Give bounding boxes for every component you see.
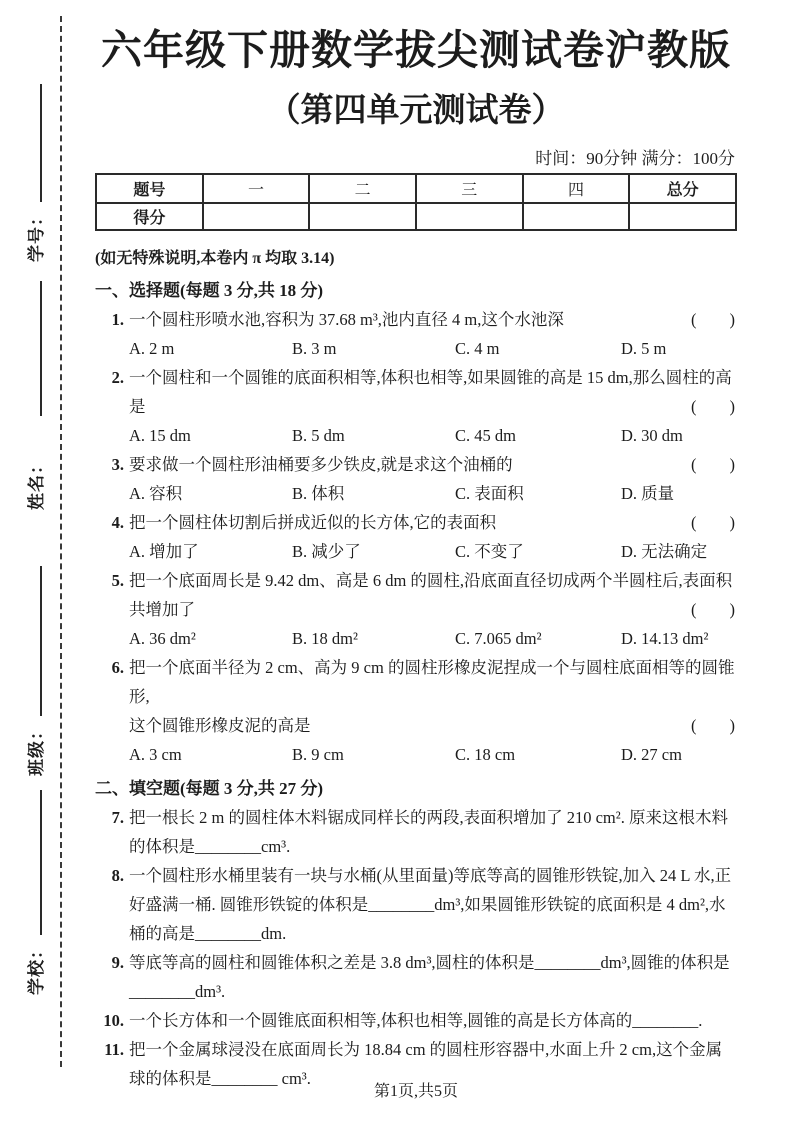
option-b: B. 18 dm² <box>292 629 358 648</box>
score-row-label: 得分 <box>96 203 203 230</box>
question-6 <box>95 653 737 769</box>
question-number: 8. <box>111 866 124 885</box>
question-stem: 是 <box>129 397 146 416</box>
class-field <box>22 566 47 776</box>
question-text: 把一个金属球浸没在底面周长为 18.84 cm 的圆柱形容器中,水面上升 2 cm,这个金属 <box>129 1040 723 1059</box>
option-d: D. 5 m <box>621 339 667 358</box>
answer-bracket: ( ) <box>691 513 735 532</box>
score-table-header-cell: 一 <box>203 174 310 203</box>
question-stem: 共增加了 <box>129 600 195 619</box>
question-stem: 这个圆锥形橡皮泥的高是 <box>129 716 311 735</box>
question-number: 1. <box>111 310 124 329</box>
option-a: A. 增加了 <box>129 542 199 561</box>
pi-note: (如无特殊说明,本卷内 π 均取 3.14) <box>95 250 335 267</box>
options-row <box>129 334 737 363</box>
school-field <box>22 790 47 995</box>
answer-bracket: ( ) <box>691 600 735 619</box>
question-number: 5. <box>111 571 124 590</box>
options-row <box>129 537 737 566</box>
question-text: 桶的高是________dm. <box>129 924 287 943</box>
question-stem: 把一个底面周长是 9.42 dm、高是 6 dm 的圆柱,沿底面直径切成两个半圆柱后,表面积 <box>129 571 733 590</box>
option-b: B. 5 dm <box>292 426 345 445</box>
question-stem: 一个圆柱形喷水池,容积为 37.68 m³,池内直径 4 m,这个水池深 <box>129 310 564 329</box>
option-c: C. 45 dm <box>455 426 516 445</box>
question-text: 好盛满一桶. 圆锥形铁锭的体积是________dm³,如果圆锥形铁锭的底面积是 4 dm²,水 <box>129 895 726 914</box>
question-text: 一个圆柱形水桶里装有一块与水桶(从里面量)等底等高的圆锥形铁锭,加入 24 L 水,正 <box>129 866 732 885</box>
option-b: B. 体积 <box>292 484 345 503</box>
answer-bracket: ( ) <box>691 397 735 416</box>
option-a: A. 36 dm² <box>129 629 196 648</box>
section-1-heading: 一、选择题(每题 3 分,共 18 分) <box>95 281 324 300</box>
school-label: 学校： <box>27 941 46 995</box>
question-text: 一个长方体和一个圆锥底面积相等,体积也相等,圆锥的高是长方体高的________. <box>129 1011 703 1030</box>
option-d: D. 30 dm <box>621 426 683 445</box>
options-row <box>129 421 737 450</box>
question-2 <box>95 363 737 450</box>
score-table-header-cell: 四 <box>523 174 630 203</box>
option-c: C. 18 cm <box>455 745 516 764</box>
question-text: 把一根长 2 m 的圆柱体木料锯成同样长的两段,表面积增加了 210 cm². 原来这根木料 <box>129 808 728 827</box>
score-cell <box>523 203 630 230</box>
option-a: A. 3 cm <box>129 745 182 764</box>
option-c: C. 7.065 dm² <box>455 629 542 648</box>
question-number: 6. <box>111 658 124 677</box>
question-8 <box>95 861 737 948</box>
answer-bracket: ( ) <box>691 310 735 329</box>
dashed-cut-line <box>60 16 62 1067</box>
score-table-header-cell: 总分 <box>629 174 736 203</box>
score-table-header-cell: 二 <box>309 174 416 203</box>
score-cell <box>309 203 416 230</box>
answer-bracket: ( ) <box>691 716 735 735</box>
question-stem: 要求做一个圆柱形油桶要多少铁皮,就是求这个油桶的 <box>129 455 513 474</box>
student-id-blank <box>40 84 42 202</box>
question-number: 10. <box>103 1011 124 1030</box>
paper-content <box>95 0 737 1093</box>
options-row <box>129 740 737 769</box>
question-number: 4. <box>111 513 124 532</box>
question-5 <box>95 566 737 653</box>
question-text: 等底等高的圆柱和圆锥体积之差是 3.8 dm³,圆柱的体积是________dm³,圆锥的体积是 <box>129 953 730 972</box>
option-b: B. 减少了 <box>292 542 361 561</box>
question-stem: 把一个圆柱体切割后拼成近似的长方体,它的表面积 <box>129 513 497 532</box>
option-c: C. 不变了 <box>455 542 524 561</box>
question-4 <box>95 508 737 566</box>
question-text: ________dm³. <box>129 982 226 1001</box>
question-text: 的体积是________cm³. <box>129 837 291 856</box>
class-label: 班级： <box>27 722 46 776</box>
options-row <box>129 624 737 653</box>
question-number: 2. <box>111 368 124 387</box>
question-stem: 一个圆柱和一个圆锥的底面积相等,体积也相等,如果圆锥的高是 15 dm,那么圆柱的高 <box>129 368 732 387</box>
name-blank <box>40 281 42 416</box>
score-table <box>95 173 737 231</box>
score-table-header-cell: 题号 <box>96 174 203 203</box>
option-b: B. 9 cm <box>292 745 344 764</box>
question-3 <box>95 450 737 508</box>
name-label: 姓名： <box>27 456 46 510</box>
question-10 <box>95 1006 737 1035</box>
page-indicator: 第1页,共5页 <box>373 1083 458 1100</box>
score-table-header-row <box>96 174 736 203</box>
question-number: 9. <box>111 953 124 972</box>
section-2-heading: 二、填空题(每题 3 分,共 27 分) <box>95 779 324 798</box>
options-row <box>129 479 737 508</box>
question-number: 3. <box>111 455 124 474</box>
question-number: 11. <box>104 1040 124 1059</box>
time-score-info: 时间：90分钟 满分：100分 <box>535 149 735 168</box>
score-cell <box>629 203 736 230</box>
option-d: D. 27 cm <box>621 745 682 764</box>
option-a: A. 15 dm <box>129 426 191 445</box>
score-cell <box>203 203 310 230</box>
option-d: D. 质量 <box>621 484 675 503</box>
question-9 <box>95 948 737 1006</box>
score-cell <box>416 203 523 230</box>
option-c: C. 表面积 <box>455 484 524 503</box>
question-1 <box>95 305 737 363</box>
question-text: 球的体积是________ cm³. <box>129 1069 311 1088</box>
score-table-header-cell: 三 <box>416 174 523 203</box>
name-field <box>22 281 47 510</box>
page-subtitle: （第四单元测试卷） <box>267 93 565 129</box>
question-number: 7. <box>111 808 124 827</box>
student-info-strip <box>0 0 64 1121</box>
option-d: D. 14.13 dm² <box>621 629 709 648</box>
school-blank <box>40 790 42 935</box>
option-c: C. 4 m <box>455 339 500 358</box>
option-a: A. 容积 <box>129 484 183 503</box>
option-a: A. 2 m <box>129 339 175 358</box>
option-d: D. 无法确定 <box>621 542 708 561</box>
class-blank <box>40 566 42 716</box>
student-id-label: 学号： <box>27 208 46 262</box>
option-b: B. 3 m <box>292 339 337 358</box>
question-stem: 把一个底面半径为 2 cm、高为 9 cm 的圆柱形橡皮泥捏成一个与圆柱底面相等的圆锥形, <box>129 658 735 706</box>
question-7 <box>95 803 737 861</box>
page-title: 六年级下册数学拔尖测试卷沪教版 <box>101 27 731 73</box>
answer-bracket: ( ) <box>691 455 735 474</box>
student-id-field <box>22 84 47 262</box>
score-table-score-row <box>96 203 736 230</box>
